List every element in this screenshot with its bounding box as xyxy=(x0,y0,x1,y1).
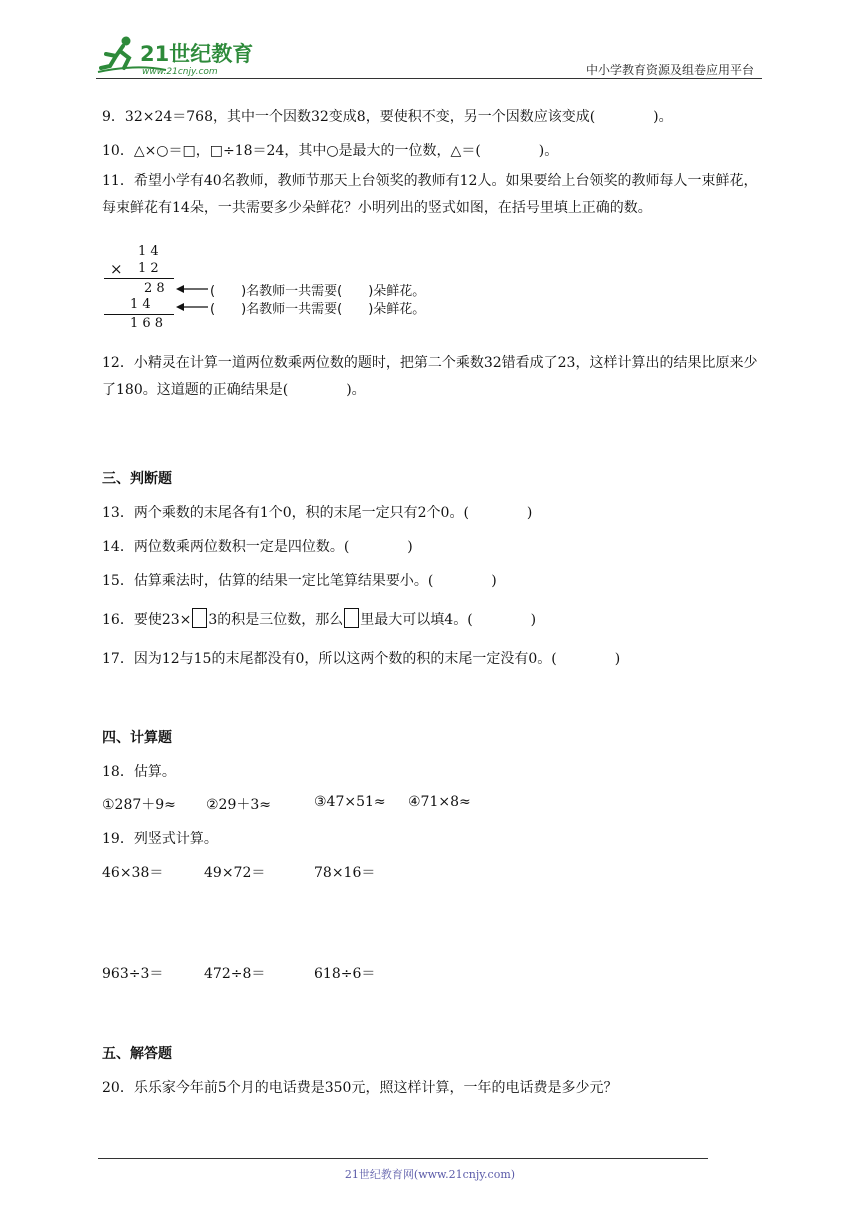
left-arrow-icon xyxy=(176,285,208,293)
question-12: 12．小精灵在计算一道两位数乘两位数的题时，把第二个乘数32错看成了23，这样计算出的结果比原来少了180。这道题的正确结果是( )。 xyxy=(102,355,758,398)
question-18: 18．估算。 xyxy=(102,764,176,780)
question-17: 17．因为12与15的末尾都没有0，所以这两个数的积的末尾一定没有0。( ) xyxy=(102,651,621,667)
calc-item: 78×16＝ xyxy=(314,865,376,881)
question-11: 11．希望小学有40名教师，教师节那天上台领奖的教师有12人。如果要给上台领奖的教师每人一束鲜花，每束鲜花有14朵，一共需要多少朵鲜花？小明列出的竖式如图，在括号里填上正确的数。 xyxy=(102,173,758,216)
question-9: 9．32×24＝768，其中一个因数32变成8，要使积不变，另一个因数应该变成( )。 xyxy=(102,109,673,125)
estimation-item: ①287＋9≈ xyxy=(102,797,176,813)
site-logo xyxy=(96,34,266,78)
partial-product-2: 1 4 xyxy=(130,297,151,312)
question-15: 15．估算乘法时，估算的结果一定比笔算结果要小。( ) xyxy=(102,573,497,589)
calc-item: 963÷3＝ xyxy=(102,966,164,982)
section-5-title: 五、解答题 xyxy=(102,1046,172,1062)
platform-name: 中小学教育资源及组卷应用平台 xyxy=(585,63,754,77)
logo-text: 21世纪教育 xyxy=(140,42,254,66)
question-19: 19．列竖式计算。 xyxy=(102,831,218,847)
calc-item: 46×38＝ xyxy=(102,865,164,881)
calc-item: 49×72＝ xyxy=(204,865,266,881)
left-arrow-icon xyxy=(176,303,208,311)
section-3-title: 三、判断题 xyxy=(102,471,172,487)
estimation-item: ②29＋3≈ xyxy=(206,797,272,813)
question-10: 10．△×○＝□，□÷18＝24，其中○是最大的一位数，△＝( )。 xyxy=(102,143,559,159)
calc-item: 618÷6＝ xyxy=(314,966,376,982)
header-divider xyxy=(96,78,762,79)
calc-item: 472÷8＝ xyxy=(204,966,266,982)
multiplicand: 1 4 xyxy=(138,244,159,259)
note-line-1: ( )名教师一共需要( )朵鲜花。 xyxy=(210,284,426,299)
footer-divider xyxy=(98,1158,708,1159)
estimation-item: ③47×51≈ xyxy=(314,794,386,810)
answer-box xyxy=(192,608,207,628)
arrow-icons xyxy=(176,283,210,313)
logo-url: www.21cnjy.com xyxy=(142,67,218,77)
footer-text[interactable]: 21世纪教育网(www.21cnjy.com) xyxy=(344,1168,516,1181)
times-sign: × xyxy=(110,260,123,278)
multiplier: 1 2 xyxy=(138,261,159,276)
question-14: 14．两位数乘两位数积一定是四位数。( ) xyxy=(102,539,413,555)
final-product: 1 6 8 xyxy=(130,316,164,331)
answer-box xyxy=(344,608,359,628)
question-16: 16．要使23× 3的积是三位数，那么 里最大可以填4。( ) xyxy=(102,608,536,629)
section-4-title: 四、计算题 xyxy=(102,730,172,746)
question-20: 20．乐乐家今年前5个月的电话费是350元，照这样计算，一年的电话费是多少元？ xyxy=(102,1080,618,1096)
question-13: 13．两个乘数的末尾各有1个0，积的末尾一定只有2个0。( ) xyxy=(102,505,533,521)
note-line-2: ( )名教师一共需要( )朵鲜花。 xyxy=(210,302,426,317)
partial-product-1: 2 8 xyxy=(144,281,165,296)
estimation-item: ④71×8≈ xyxy=(408,794,471,810)
